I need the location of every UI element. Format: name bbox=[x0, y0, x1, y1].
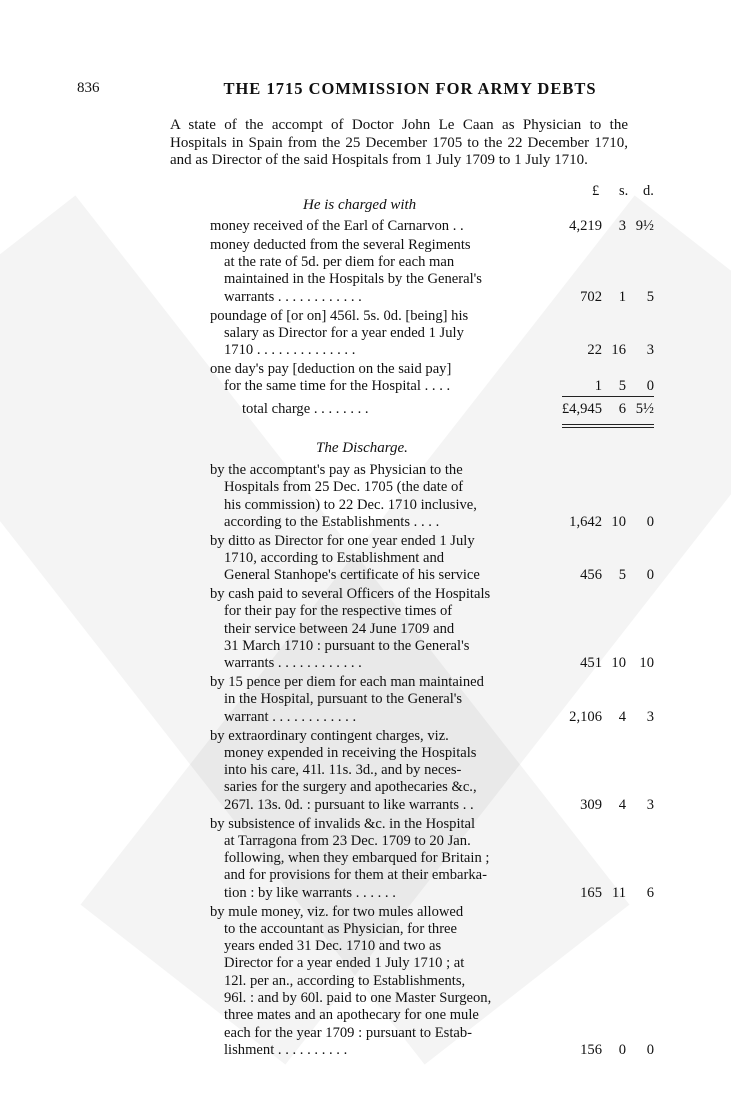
discharge-entry-line: by extraordinary contingent charges, viz. bbox=[210, 727, 449, 744]
discharge-entry-line: General Stanhope's certificate of his service bbox=[224, 567, 480, 584]
charge-entry-line: poundage of [or on] 456l. 5s. 0d. [being] his bbox=[210, 307, 469, 324]
discharge-amount-shillings: 0 bbox=[618, 1041, 626, 1058]
discharge-entry-line: warrant . . . . . . . . . . . . bbox=[224, 708, 357, 725]
discharge-entry-line: 267l. 13s. 0d. : pursuant to like warrants . . bbox=[224, 796, 474, 813]
discharge-entry-line: for their pay for the respective times of bbox=[224, 603, 453, 620]
discharge-entry-line: into his care, 41l. 11s. 3d., and by neces- bbox=[224, 762, 462, 779]
discharge-amount-shillings: 4 bbox=[618, 796, 626, 813]
charge-entry-line: money deducted from the several Regiments bbox=[210, 236, 471, 253]
discharge-amount-pounds: 165 bbox=[580, 884, 602, 901]
charge-amount-pounds: 1 bbox=[594, 378, 602, 395]
charge-entry-line: money received of the Earl of Carnarvon . . bbox=[210, 218, 464, 234]
discharge-entry-line: by cash paid to several Officers of the Hospitals bbox=[210, 586, 491, 603]
charge-entry-line: warrants . . . . . . . . . . . . bbox=[224, 288, 362, 305]
total-pence: 5½ bbox=[635, 401, 654, 417]
discharge-amount-pounds: 451 bbox=[580, 655, 602, 672]
discharge-amount-shillings: 5 bbox=[618, 567, 626, 584]
discharge-amount-pounds: 1,642 bbox=[569, 513, 602, 530]
discharge-amount-shillings: 4 bbox=[618, 708, 626, 725]
discharge-entry-line: Hospitals from 25 Dec. 1705 (the date of bbox=[224, 479, 464, 496]
discharge-entry-line: by 15 pence per diem for each man maintained bbox=[210, 674, 484, 691]
discharge-entry-line: 12l. per an., according to Establishments, bbox=[224, 972, 466, 989]
discharge-entry-line: by subsistence of invalids &c. in the Hospital bbox=[210, 815, 476, 832]
charge-entry-line: maintained in the Hospitals by the General's bbox=[224, 271, 482, 288]
discharge-amount-shillings: 11 bbox=[611, 884, 626, 901]
discharge-entry-line: years ended 31 Dec. 1710 and two as bbox=[224, 938, 442, 955]
charge-amount-shillings: 16 bbox=[611, 342, 626, 359]
discharge-amount-pence: 3 bbox=[646, 796, 654, 813]
discharge-entry-line: 96l. : and by 60l. paid to one Master Surgeon, bbox=[224, 990, 492, 1006]
total-charge-text: total charge . . . . . . . . bbox=[242, 401, 369, 417]
charge-amount-shillings: 3 bbox=[618, 218, 626, 234]
discharge-entry-line: each for the year 1709 : pursuant to Estab- bbox=[224, 1024, 473, 1041]
discharge-amount-shillings: 10 bbox=[611, 513, 626, 530]
running-head: THE 1715 COMMISSION FOR ARMY DEBTS bbox=[223, 79, 597, 98]
charge-amount-pence: 0 bbox=[646, 378, 654, 395]
discharge-entry-line: 1710, according to Establishment and bbox=[224, 550, 445, 566]
charge-entry-line: one day's pay [deduction on the said pay] bbox=[210, 360, 452, 377]
discharge-entry-line: following, when they embarqued for Britain ; bbox=[224, 850, 490, 867]
pounds-column-header: £ bbox=[592, 183, 600, 199]
discharge-amount-pence: 3 bbox=[646, 708, 654, 725]
discharge-amount-pence: 6 bbox=[646, 884, 654, 901]
charge-amount-pence: 9½ bbox=[635, 218, 654, 234]
total-charge-label bbox=[242, 401, 542, 418]
charge-amount-shillings: 1 bbox=[618, 288, 626, 305]
discharge-entry-line: their service between 24 June 1709 and bbox=[224, 620, 455, 637]
discharge-entry-line: according to the Establishments . . . . bbox=[224, 513, 440, 530]
page-number: 836 bbox=[77, 80, 100, 96]
total-pounds: £4,945 bbox=[561, 401, 602, 417]
discharge-amount-shillings: 10 bbox=[611, 655, 626, 672]
total-shillings: 6 bbox=[618, 401, 626, 417]
discharge-entry-line: tion : by like warrants . . . . . . bbox=[224, 884, 396, 901]
total-rule-bottom-2 bbox=[562, 427, 654, 428]
charge-section-title: He is charged with bbox=[303, 197, 417, 213]
discharge-entry-line: to the accountant as Physician, for three bbox=[224, 920, 458, 937]
discharge-entry-line: 31 March 1710 : pursuant to the General's bbox=[224, 638, 470, 654]
discharge-entry-line: by mule money, viz. for two mules allowed bbox=[210, 903, 464, 920]
discharge-entry-line: by the accomptant's pay as Physician to the bbox=[210, 462, 463, 478]
shillings-column-header: s. bbox=[619, 183, 629, 199]
discharge-entry-line: and for provisions for them at their embarka- bbox=[224, 867, 488, 884]
charge-amount-pounds: 702 bbox=[580, 288, 602, 305]
charge-amount-pounds: 22 bbox=[587, 342, 602, 359]
discharge-amount-pence: 10 bbox=[639, 655, 654, 672]
discharge-amount-pounds: 156 bbox=[580, 1041, 602, 1058]
discharge-entry-line: by ditto as Director for one year ended 1 July bbox=[210, 532, 475, 549]
total-rule-top bbox=[562, 396, 654, 397]
total-rule-bottom-1 bbox=[562, 424, 654, 425]
discharge-entry-line: Director for a year ended 1 July 1710 ; at bbox=[224, 955, 465, 972]
intro-paragraph: A state of the accompt of Doctor John Le Caan as Physician to the Hospitals in Spain from the 25 December 1705 to the 22 December 1710, and as Director of the said Hospitals from 1 July 1709 to 1 July 1710. bbox=[170, 117, 628, 168]
discharge-section-title: The Discharge. bbox=[316, 440, 408, 456]
charge-entry-line: at the rate of 5d. per diem for each man bbox=[224, 254, 455, 271]
discharge-entry-line: lishment . . . . . . . . . . bbox=[224, 1041, 348, 1058]
charge-entry-line: salary as Director for a year ended 1 July bbox=[224, 324, 464, 341]
discharge-amount-pence: 0 bbox=[646, 567, 654, 584]
discharge-amount-pence: 0 bbox=[646, 513, 654, 530]
discharge-amount-pence: 0 bbox=[646, 1041, 654, 1058]
discharge-amount-pounds: 309 bbox=[580, 796, 602, 813]
discharge-amount-pounds: 456 bbox=[580, 567, 602, 584]
charge-entry-line: 1710 . . . . . . . . . . . . . . bbox=[224, 342, 356, 359]
discharge-entry-line: in the Hospital, pursuant to the General's bbox=[224, 691, 463, 708]
pence-column-header: d. bbox=[643, 183, 654, 199]
charge-amount-pence: 5 bbox=[646, 288, 654, 305]
discharge-entry-line: money expended in receiving the Hospitals bbox=[224, 744, 477, 761]
discharge-amount-pounds: 2,106 bbox=[569, 708, 602, 725]
charge-entry-line: for the same time for the Hospital . . . . bbox=[224, 378, 451, 395]
charge-amount-pence: 3 bbox=[646, 342, 654, 359]
discharge-entry-line: warrants . . . . . . . . . . . . bbox=[224, 655, 362, 672]
discharge-entry-line: at Tarragona from 23 Dec. 1709 to 20 Jan. bbox=[224, 832, 471, 849]
discharge-entry-line: saries for the surgery and apothecaries &c., bbox=[224, 779, 477, 796]
discharge-entry-line: three mates and an apothecary for one mule bbox=[224, 1007, 479, 1024]
charge-amount-pounds: 4,219 bbox=[569, 218, 602, 234]
discharge-entry-line: his commission) to 22 Dec. 1710 inclusive, bbox=[224, 496, 477, 513]
charge-amount-shillings: 5 bbox=[618, 378, 626, 395]
